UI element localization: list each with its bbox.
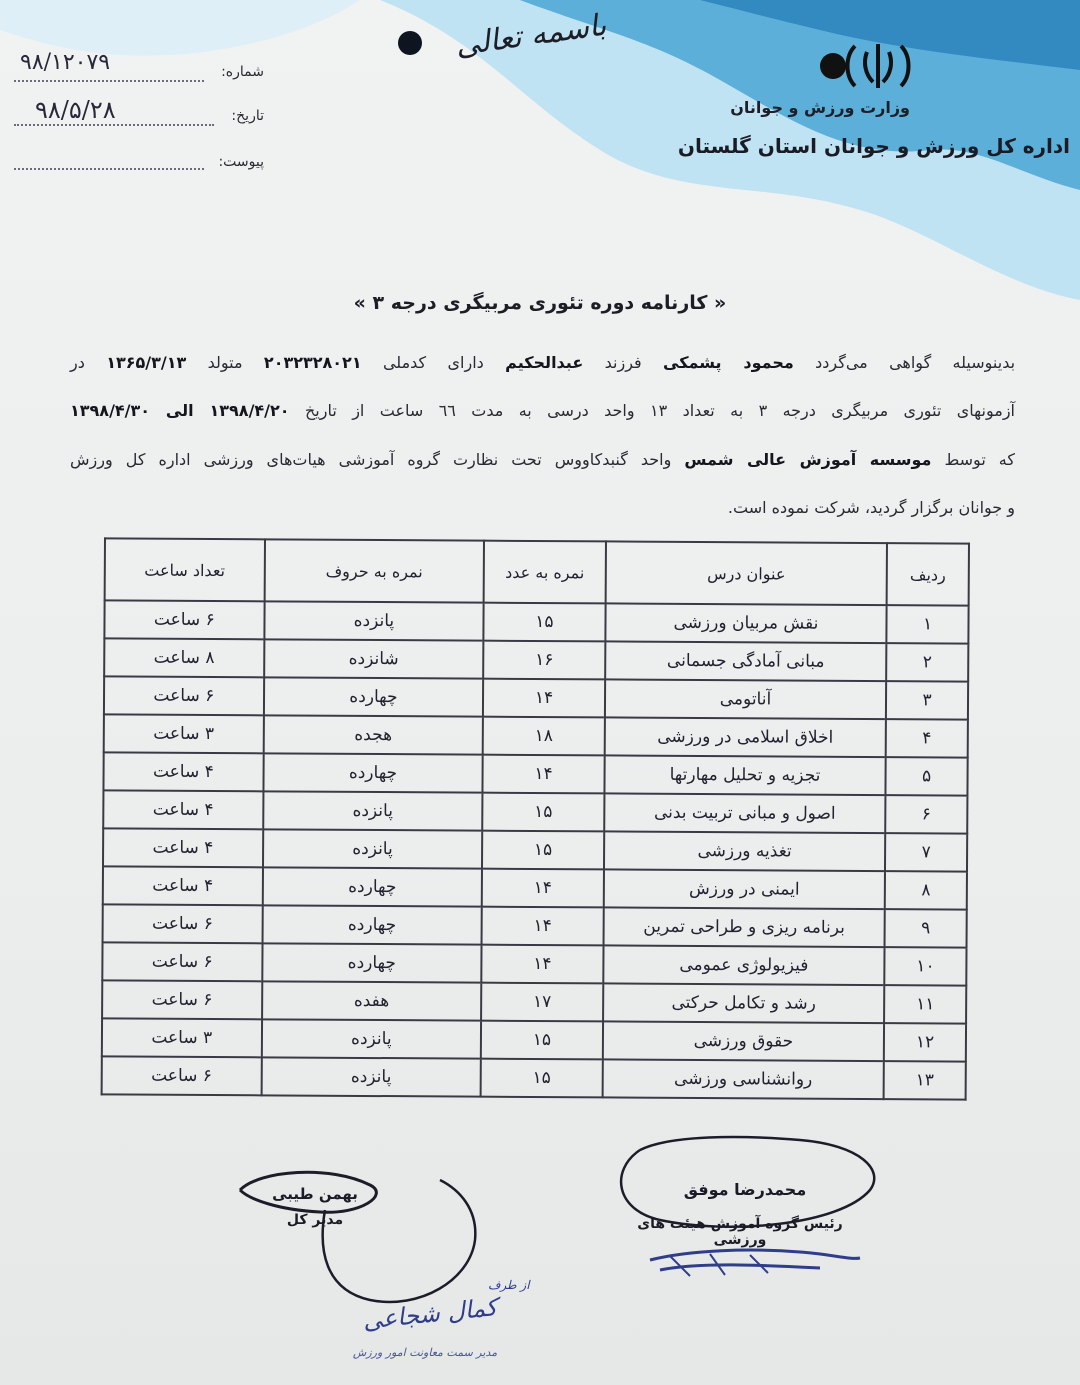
course-title: آناتومی: [605, 679, 887, 719]
grade-number: ۱۴: [482, 869, 604, 908]
hours: ۳ ساعت: [102, 1018, 262, 1057]
body-line-1: [70, 353, 1015, 372]
grade-words: پانزده: [262, 1019, 482, 1058]
course-title: روانشناسی ورزشی: [602, 1059, 884, 1099]
body-text: فرزند: [604, 353, 642, 372]
grade-number: ۱۵: [481, 1059, 603, 1098]
grade-words: هجده: [263, 715, 483, 754]
hours: ۴ ساعت: [103, 866, 263, 905]
grade-number: ۱۵: [482, 831, 604, 870]
right-signatory-title: رئیس گروه آموزش هیئت های ورزشی: [637, 1216, 843, 1248]
body-line-4: [70, 498, 1015, 517]
hours: ۴ ساعت: [103, 828, 263, 867]
row-number: ۶: [885, 795, 967, 833]
table-row: [102, 942, 966, 985]
grade-words: شانزده: [264, 639, 484, 678]
course-title: ایمنی در ورزش: [604, 869, 886, 909]
date-value: ۹۸/۵/۲۸: [35, 96, 116, 124]
table-row: [103, 752, 967, 795]
on-behalf-label: از طرف: [488, 1278, 530, 1292]
table-row: [104, 714, 968, 757]
institute-name: موسسه آموزش عالی شمس: [684, 450, 932, 469]
number-label: شماره:: [221, 64, 264, 80]
father-name: عبدالحکیم: [505, 353, 584, 372]
row-number: ۱: [887, 605, 969, 643]
row-number: ۱۰: [884, 947, 966, 985]
table-header-row: [105, 538, 969, 605]
row-number: ۷: [885, 833, 967, 871]
table-row: [103, 828, 967, 871]
header-grade-words: نمره به حروف: [264, 539, 484, 602]
hours: ۳ ساعت: [104, 714, 264, 753]
row-number: ۳: [886, 681, 968, 719]
row-number: ۸: [885, 871, 967, 909]
date-dotted-line: [14, 124, 214, 126]
header-grade-number: نمره به عدد: [484, 541, 606, 604]
grade-words: پانزده: [263, 829, 483, 868]
body-line-3: [70, 450, 1015, 469]
left-signature-scribble: [200, 1150, 490, 1320]
course-title: اخلاق اسلامی در ورزشی: [604, 717, 886, 757]
table-row: [103, 904, 967, 947]
body-text: در: [70, 353, 85, 372]
national-id: ۲۰۳۲۳۲۸۰۲۱: [263, 353, 362, 372]
row-number: ۴: [886, 719, 968, 757]
grade-words: پانزده: [263, 791, 483, 830]
table-row: [104, 676, 968, 719]
body-text: بدینوسیله گواهی می‌گردد: [815, 353, 1016, 372]
left-signatory-name: بهمن طیبی: [272, 1185, 358, 1203]
course-title: اصول و مبانی تربیت بدنی: [604, 793, 886, 833]
table-row: [103, 866, 967, 909]
grade-words: هفده: [262, 981, 482, 1020]
grade-number: ۱۷: [481, 983, 603, 1022]
row-number: ۱۳: [884, 1061, 966, 1099]
course-title: برنامه ریزی و طراحی تمرین: [603, 907, 885, 947]
hours: ۶ ساعت: [102, 942, 262, 981]
right-signatory-name: محمدرضا موفق: [683, 1180, 807, 1199]
course-title: تجزیه و تحلیل مهارتها: [604, 755, 886, 795]
number-dotted-line: [14, 80, 204, 82]
grade-number: ۱۵: [483, 603, 605, 642]
hours: ۸ ساعت: [104, 638, 264, 677]
date-label: تاریخ:: [231, 108, 264, 124]
birth-date: ۱۳۶۵/۳/۱۳: [106, 353, 187, 372]
header-hours: تعداد ساعت: [105, 538, 265, 601]
grade-number: ۱۵: [482, 793, 604, 832]
course-title: نقش مربیان ورزشی: [605, 603, 887, 643]
office-name: اداره کل ورزش و جوانان استان گلستان: [677, 134, 1070, 158]
body-text: و جوانان برگزار گردید، شرکت نموده است.: [727, 498, 1015, 517]
grade-number: ۱۴: [481, 945, 603, 984]
student-name: محمود پشمکی: [663, 353, 794, 372]
table-row: [104, 600, 968, 643]
hours: ۴ ساعت: [103, 752, 263, 791]
header-row-number: ردیف: [887, 543, 969, 605]
hours: ۶ ساعت: [104, 600, 264, 639]
grade-number: ۱۴: [482, 907, 604, 946]
hours: ۶ ساعت: [102, 980, 262, 1019]
table-row: [102, 980, 966, 1023]
row-number: ۵: [886, 757, 968, 795]
iran-emblem-icon: [815, 38, 915, 94]
grades-table: [101, 537, 970, 1100]
table-row: [103, 790, 967, 833]
body-text: آزمونهای تئوری مربیگری درجه ۳ به تعداد ۱۳ واحد درسی به مدت ٦٦ ساعت از تاریخ: [304, 401, 1015, 420]
hours: ۴ ساعت: [103, 790, 263, 829]
grade-number: ۱۴: [483, 755, 605, 794]
basmala-text: باسمه تعالی: [453, 7, 609, 64]
deputy-title: مدیر سمت معاونت امور ورزش: [352, 1346, 498, 1359]
right-signature-scribble: [600, 1130, 890, 1290]
course-title: مبانی آمادگی جسمانی: [605, 641, 887, 681]
hours: ۶ ساعت: [103, 904, 263, 943]
attachment-dotted-line: [14, 168, 204, 170]
hours: ۶ ساعت: [104, 676, 264, 715]
hours: ۶ ساعت: [102, 1056, 262, 1095]
row-number: ۱۲: [884, 1023, 966, 1061]
course-title: تغذیه ورزشی: [604, 831, 886, 871]
course-title: فیزیولوژی عمومی: [603, 945, 885, 985]
grade-words: پانزده: [261, 1057, 481, 1096]
course-title: رشد و تکامل حرکتی: [603, 983, 885, 1023]
header-course-title: عنوان درس: [605, 541, 887, 605]
deputy-signature-name: کمال شجاعی: [361, 1293, 499, 1335]
body-text: متولد: [207, 353, 243, 372]
table-row: [104, 638, 968, 681]
row-number: ۱۱: [884, 985, 966, 1023]
table-row: [102, 1018, 966, 1061]
body-text: که توسط: [944, 450, 1015, 469]
course-period: ۱۳۹۸/۴/۲۰ الی ۱۳۹۸/۴/۳۰: [70, 401, 290, 420]
course-title: حقوق ورزشی: [603, 1021, 885, 1061]
grade-number: ۱۵: [481, 1021, 603, 1060]
row-number: ۹: [885, 909, 967, 947]
table-row: [102, 1056, 966, 1099]
body-text: واحد گنبدکاووس تحت نظارت گروه آموزشی هیات‌های ورزشی اداره کل ورزش: [70, 450, 672, 469]
body-text: دارای کدملی: [382, 353, 484, 372]
grade-words: چهارده: [264, 677, 484, 716]
number-value: ۹۸/۱۲۰۷۹: [20, 50, 111, 75]
grade-number: ۱۸: [483, 717, 605, 756]
attachment-label: پیوست:: [218, 154, 264, 170]
grade-number: ۱۴: [483, 679, 605, 718]
grade-words: پانزده: [264, 601, 484, 640]
grade-words: چهارده: [262, 943, 482, 982]
grade-words: چهارده: [262, 905, 482, 944]
row-number: ۲: [886, 643, 968, 681]
grade-words: چهارده: [263, 753, 483, 792]
left-signatory-title: مدیر کل: [286, 1212, 344, 1228]
grade-words: چهارده: [262, 867, 482, 906]
grade-number: ۱۶: [483, 641, 605, 680]
ministry-name: وزارت ورزش و جوانان: [730, 98, 910, 117]
document-title: « کارنامه دوره تئوری مربیگری درجه ۳ »: [353, 292, 727, 314]
body-line-2: [70, 401, 1015, 420]
